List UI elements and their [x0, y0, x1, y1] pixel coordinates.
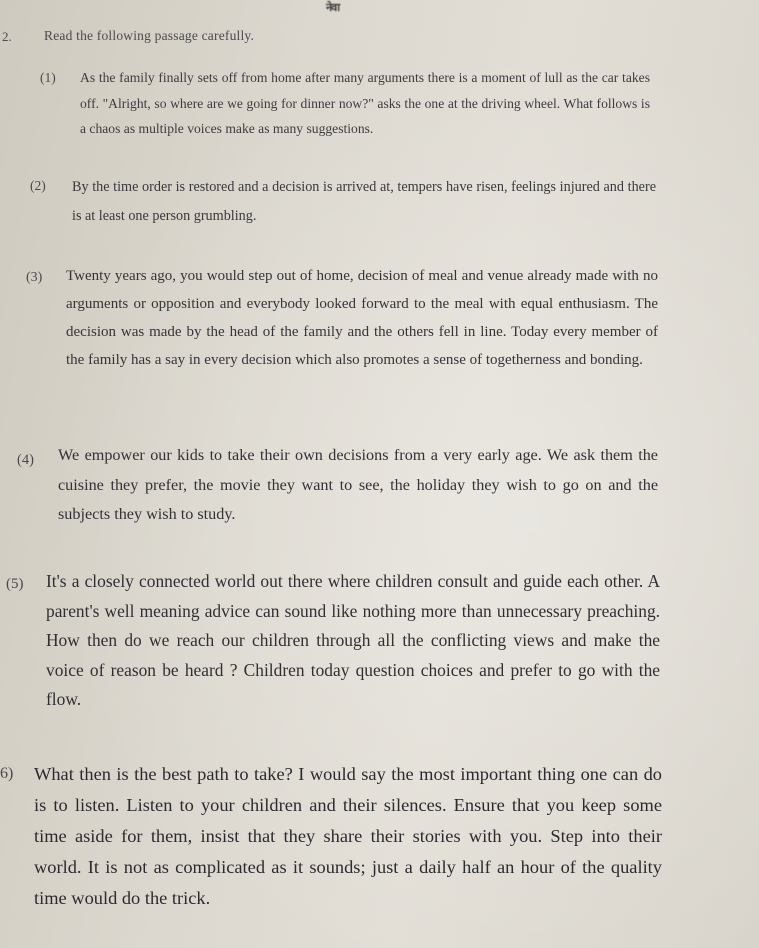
paragraph-number: (5) — [6, 576, 24, 592]
paragraph-text: Twenty years ago, you would step out of home, decision of meal and venue already made with no arguments or opposition and everybody looked forward to the meal with equal enthusiasm. The decision was made by the head of the family and the others fell in line. Today every member of the family has a say in every decision which also promotes a sense of togetherness and bonding. — [66, 268, 658, 368]
paragraph-text: It's a closely connected world out there where children consult and guide each other. A parent's well meaning advice can sound like nothing more than unnecessary preaching. How then do we reach our children through all the conflicting views and make the voice of reason be heard ? Children today question choices and prefer to go with the flow. — [46, 571, 660, 710]
paragraph-number: (2) — [30, 178, 46, 193]
paragraph-number: 6) — [0, 765, 14, 782]
paragraph-text: As the family finally sets off from home after many arguments there is a moment of lull as the car takes off. "Alright, so where are we going for dinner now?" asks the one at the driving wheel. What follows is a chaos as multiple voices make as many suggestions. — [80, 70, 650, 136]
question-number: 2. — [2, 29, 12, 44]
paragraph-text: We empower our kids to take their own decisions from a very early age. We ask them the cuisine they prefer, the movie they want to see, the holiday they wish to go on and the subjects they wish to study. — [58, 446, 658, 523]
paragraph-text: By the time order is restored and a decision is arrived at, tempers have risen, feelings injured and there is at least one person grumbling. — [72, 179, 656, 224]
paragraph-text: What then is the best path to take? I would say the most important thing one can do is to listen. Listen to your children and their silences. Ensure that you keep some time aside for them, insist that they share their stories with you. Step into their world. It is not as complicated as it sounds; just a daily half an hour of the quality time would do the trick. — [34, 764, 662, 908]
header-smudge: नेवा — [326, 1, 340, 14]
paragraph-number: (4) — [17, 452, 34, 468]
paragraph-number: (3) — [26, 270, 43, 285]
paragraph-number: (1) — [40, 70, 56, 85]
question-instruction: Read the following passage carefully. — [44, 28, 255, 43]
